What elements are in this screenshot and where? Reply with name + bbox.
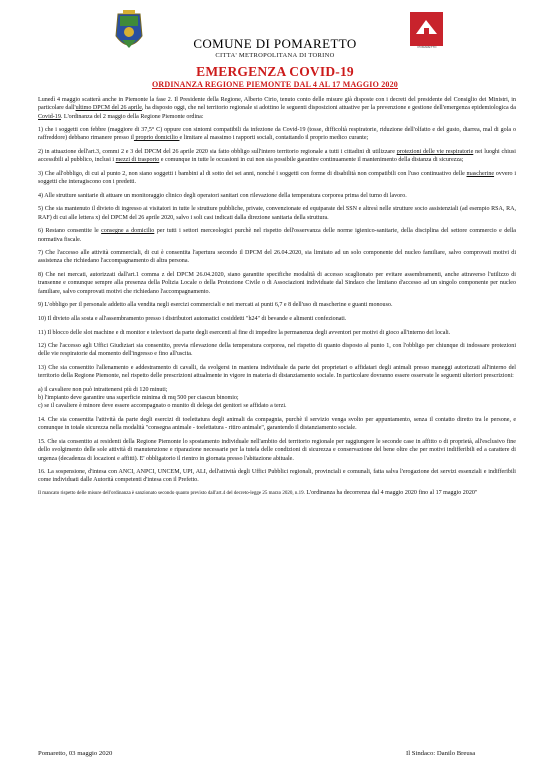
intro-paragraph xyxy=(38,96,516,121)
municipality-subtitle: CITTA' METROPOLITANA DI TORINO xyxy=(215,52,335,59)
item-14: 14. Che sia consentita l'attività da parte degli esercizi di toelettatura degli animali da compagnia, purchè il servizio venga svolto per appuntamento, senza il contatto diretto tra le persone, e comunque in totale sicurezza nella modalità "consegna animale - toelettatura - ritiro animale", garantendo il distanziamento sociale. xyxy=(38,417,516,432)
item-6-text-a: 6) Restano consentite le xyxy=(38,228,102,235)
place-date: Pomaretto, 03 maggio 2020 xyxy=(38,750,113,757)
item-3 xyxy=(38,170,516,187)
logo-caption: POMARETTO xyxy=(417,45,437,49)
item-3-underline: mascherine xyxy=(466,170,495,177)
horse-rules-list xyxy=(38,386,516,411)
item-5: 5) Che sia mantenuto il divieto di ingresso ai visitatori in tutte le strutture pubbliche, private, convenzionate ed equiparate del SSN e altresì nelle strutture socio assistenziali (ad esempio RSA, RA, RAF) di cui alle lettera x) del DPCM del 26 aprile 2020, salvo i soli casi indicati dalla direzione sanitaria della struttura. xyxy=(38,206,516,221)
item-2-text-c: e comunque in tutte le occasioni in cui non sia possibile garantire continuamente il mantenimento della distanza di sicurezza; xyxy=(159,157,464,164)
item-1 xyxy=(38,126,516,143)
item-6-text-b: per tutti i settori merceologici purchè nel rispetto dell'osservanza delle norme igienico-sanitarie, della disciplina del settore commercio e della normativa fiscale. xyxy=(38,228,516,243)
item-3-text-a: 3) Che all'obbligo, di cui al punto 2, non siano soggetti i bambini al di sotto dei sei anni, nonché i soggetti con forme di disabilità non compatibili con l'uso continuativo delle xyxy=(38,170,467,177)
intro-text-1: Lunedì 4 maggio scatterà anche in Piemonte la fase 2. Il Presidente della Regione, Alberto Cirio, tenuto conto delle misure già disposte con i decreti del presidente del Consiglio dei Ministri, in particolare dall' xyxy=(38,97,516,112)
item-7: 7) Che l'accesso alle attività commerciali, di cui è consentita l'apertura secondo il DPCM del 26.04.2020, sia limitato ad un solo componente del nucleo familiare, salvo comprovati motivi di assistenza che richiedano l'accompagnamento di altra persona. xyxy=(38,250,516,265)
item-2 xyxy=(38,148,516,165)
ordinance-heading: ORDINANZA REGIONE PIEMONTE DAL 4 AL 17 MAGGIO 2020 xyxy=(151,80,399,89)
list-item: a) il cavaliere non può intrattenersi più di 120 minuti; xyxy=(38,386,168,393)
list-item: c) se il cavaliere è minore deve essere accompagnato o munito di delega dei genitori se affidato a terzi. xyxy=(38,403,287,410)
intro-link-covid: Covid-19 xyxy=(38,113,61,120)
item-9: 9) L'obbligo per il personale addetto alla vendita negli esercizi commerciali e nei mercati ai punti 6,7 e 8 dell'uso di mascherine e guanti monouso. xyxy=(38,302,393,309)
item-6 xyxy=(38,227,516,244)
item-1-underline: proprio domicilio xyxy=(133,135,180,142)
intro-text-2: , ha disposto oggi, che nel territorio regionale si adottino le seguenti disposizioni attuative per la prevenzione e gestione dell'emergenza epidemiologica da xyxy=(141,105,516,112)
closing-note-sanction: Il mancato rispetto delle misure dell'ordinanza è sanzionato secondo quanto previsto dall'art.4 del decreto-legge 25 marzo 2020, n.19. xyxy=(38,491,305,497)
intro-text-3: . L'ordinanza del 2 maggio della Regione Piemonte ordina: xyxy=(60,113,204,120)
list-item: b) l'impianto deve garantire una superficie minima di mq 500 per ciascun binomio; xyxy=(38,395,239,402)
item-1-text-a: 1) che i soggetti con febbre (maggiore di 37,5° C) oppure con sintomi compatibili da infezione da Covid-19 (tosse, difficoltà respiratorie, riduzione dell'olfatto e del gusto, diarrea, mal di gola o raffreddore) debbano rimanere presso il xyxy=(38,127,516,142)
item-2-text-b: nei luoghi chiusi accessibili al pubblico, inclusi i xyxy=(38,149,516,164)
emergency-heading: EMERGENZA COVID-19 xyxy=(196,64,354,79)
municipal-crest-icon xyxy=(112,10,146,54)
item-2-text-a: 2) in attuazione dell'art.3, commi 2 e 3 del DPCM del 26 aprile 2020 sia fatto obbligo sull'intero territorio regionale a tutti i cittadini di utilizzare xyxy=(38,149,397,156)
item-2-underline-1: protezioni delle vie respiratorie xyxy=(396,149,474,156)
municipality-title: COMUNE DI POMARETTO xyxy=(193,36,357,51)
closing-note xyxy=(38,490,516,497)
item-6-underline: consegne a domicilio xyxy=(101,228,155,235)
mayor-signature: Il Sindaco: Danilo Breusa xyxy=(406,750,476,757)
item-1-text-b: e limitare al massimo i rapporti sociali, contattando il proprio medico curante; xyxy=(179,135,369,142)
item-16: 16. La sospensione, d'intesa con ANCI, ANPCI, UNCEM, UPI, ALI, dell'attività degli Uffici Pubblici regionali, provinciali e comunali, fatta salva l'erogazione dei servizi essenziali e indifferibili come individuati dalle Autorità competenti d'intesa con il Prefetto. xyxy=(38,469,516,484)
item-3-text-b: ovvero i soggetti che interagiscono con i predetti. xyxy=(38,170,516,186)
item-11: 11) Il blocco delle slot machine e di monitor e televisori da parte degli esercenti al fine di impedire la permanenza degli avventori per motivi di gioco all'interno dei locali. xyxy=(38,329,451,336)
item-13: 13) Che sia consentito l'allenamento e addestramento di cavalli, da svolgersi in maniera individuale da parte dei proprietari o affidatari degli animali presso maneggi autorizzati all'interno del territorio della Regione Piemonte, nel rispetto delle prescrizioni attualmente in vigore in materia di distanziamento sociale. In particolare dovranno essere osservate le seguenti ulteriori prescrizioni: xyxy=(38,365,516,380)
intro-link-dpcm: ultimo DPCM del 26 aprile xyxy=(75,105,142,112)
item-15: 15. Che sia consentito ai residenti della Regione Piemonte lo spostamento individuale nell'ambito del territorio regionale per raggiungere le seconde case in affitto o di proprietà, all'esclusivo fine dello svolgimento delle sole attività di manutenzione e riparazione necessarie per la tutela delle condizioni di sicurezza e conservazione del bene oltre che per motivi indifferibili ed a carattere di urgenza (decadenza di locazioni e affitti). E' obbligatorio il rientro in giornata presso l'abitazione abituale. xyxy=(38,439,516,462)
item-4: 4) Alle strutture sanitarie di attuare un monitoraggio clinico degli operatori sanitari con rilevazione della temperatura corporea prima del turno di lavoro. xyxy=(38,192,407,199)
closing-note-validity: L'ordinanza ha decorrenza dal 4 maggio 2020 fino al 17 maggio 2020" xyxy=(304,490,478,497)
item-10: 10) Il divieto alla sosta e all'assembramento presso i distributori automatici cosiddetti "h24" di bevande e alimenti confezionati. xyxy=(38,315,347,322)
document-body xyxy=(38,96,516,503)
item-12: 12) Che l'accesso agli Uffici Giudiziari sia consentito, previa rilevazione della temperatura corporea, nel rispetto di quanto disposto al punto 1, con l'obbligo per chiunque di indossare protezioni delle vie respiratorie dal momento dell'ingresso e fino all'uscita. xyxy=(38,343,516,358)
item-2-underline-2: mezzi di trasporto xyxy=(115,157,160,164)
item-8: 8) Che nei mercati, autorizzati dall'art.1 comma z del DPCM 26.04.2020, siano garantite specifiche modalità di accesso scaglionato per evitare assembramenti, anche attraverso l'utilizzo di transenne e comunque sempre alla presenza della Polizia Locale o della Protezione Civile o di Associazioni individuate dal Sindaco che limitano d'accesso ad un singolo componente per nucleo familiare, salvo comprovati motivi che richiedano l'accompagnamento. xyxy=(38,272,516,295)
